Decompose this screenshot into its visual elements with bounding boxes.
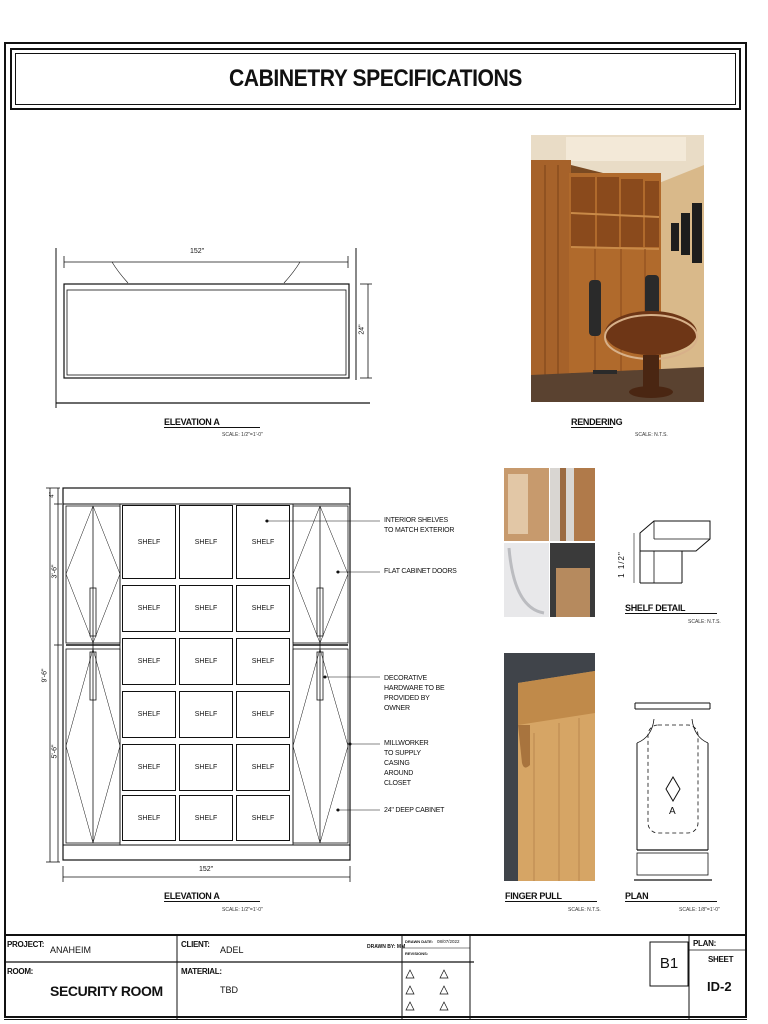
shelf-label: SHELF <box>251 605 275 612</box>
room-label: ROOM: <box>7 967 34 976</box>
shelf-cell <box>236 744 290 791</box>
shelf-cell <box>179 744 233 791</box>
plan-block-label: PLAN: <box>693 939 716 948</box>
dim-lower: 5'-6" <box>51 744 59 759</box>
note-decorative-hardware: DECORATIVE HARDWARE TO BE PROVIDED BY OWNER <box>384 675 445 712</box>
shelf-cell <box>236 795 290 841</box>
client-value: ADEL <box>220 945 244 955</box>
shelf-label: SHELF <box>194 711 218 718</box>
dim-top: 4" <box>49 492 56 498</box>
shelf-cell <box>122 691 176 738</box>
project-value: ANAHEIM <box>50 945 92 955</box>
drawn-date-value: 08/07/2022 <box>437 939 460 944</box>
project-label: PROJECT: <box>7 940 45 949</box>
shelf-label: SHELF <box>251 711 275 718</box>
finger-pull-scale: SCALE: N.T.S. <box>568 907 601 913</box>
plan-code: B1 <box>659 955 679 972</box>
elev-top-label: ELEVATION A <box>164 417 260 428</box>
shelf-cell <box>122 638 176 685</box>
drawn-by: DRAWN BY: MM <box>367 944 406 950</box>
title-block <box>4 934 747 1018</box>
shelf-label: SHELF <box>194 814 218 822</box>
shelf-cell <box>122 795 176 841</box>
shelf-detail-label: SHELF DETAIL <box>625 603 717 614</box>
material-value: TBD <box>220 985 238 995</box>
shelf-cell <box>179 691 233 738</box>
shelf-label: SHELF <box>251 814 275 822</box>
drawn-date-label: DRAWN DATE: <box>405 939 434 944</box>
shelf-detail-drawing <box>620 515 720 590</box>
revisions-label: REVISIONS: <box>405 951 429 956</box>
shelf-label: SHELF <box>137 764 161 771</box>
shelf-label: SHELF <box>137 538 161 546</box>
elev-top-scale: SCALE: 1/2"=1'-0" <box>222 432 263 438</box>
shelf-label: SHELF <box>137 814 161 822</box>
shelf-label: SHELF <box>137 658 161 665</box>
finger-pull-image <box>504 653 595 881</box>
elev-top-width-dim: 152" <box>190 248 205 255</box>
room-value: SECURITY ROOM <box>50 983 163 999</box>
shelf-label: SHELF <box>251 658 275 665</box>
plan-tag: A <box>669 806 676 817</box>
shelf-detail-dim: 1 1/2" <box>616 551 626 578</box>
sheet-label: SHEET <box>708 955 734 964</box>
shelf-cell <box>179 795 233 841</box>
shelf-cell <box>236 585 290 632</box>
shelf-cell <box>122 744 176 791</box>
shelf-label: SHELF <box>194 764 218 771</box>
material-label: MATERIAL: <box>181 967 222 976</box>
elev-main-label: ELEVATION A <box>164 891 260 902</box>
note-deep-cabinet: 24" DEEP CABINET <box>384 807 445 814</box>
shelf-label: SHELF <box>137 711 161 718</box>
sheet-number: ID-2 <box>707 979 732 994</box>
plan-scale: SCALE: 1/8"=1'-0" <box>679 907 720 913</box>
shelf-cell <box>179 585 233 632</box>
plan-label: PLAN <box>625 891 717 902</box>
shelf-cell <box>122 585 176 632</box>
sheet-title: CABINETRY SPECIFICATIONS <box>229 65 522 92</box>
elev-main-width-dim: 152" <box>199 866 214 873</box>
rendering-scale: SCALE: N.T.S. <box>635 432 668 438</box>
shelf-label: SHELF <box>251 538 275 546</box>
shelf-grid <box>121 505 292 845</box>
shelf-label: SHELF <box>194 605 218 612</box>
shelf-label: SHELF <box>137 605 161 612</box>
elev-main-scale: SCALE: 1/2"=1'-0" <box>222 907 263 913</box>
finger-pull-label: FINGER PULL <box>505 891 597 902</box>
shelf-cell <box>122 505 176 579</box>
shelf-detail-scale: SCALE: N.T.S. <box>688 619 721 625</box>
shelf-cell <box>236 691 290 738</box>
note-millworker: MILLWORKER TO SUPPLY CASING AROUND CLOSET <box>384 740 429 787</box>
shelf-cell <box>179 638 233 685</box>
dim-total: 9'-6" <box>41 668 49 683</box>
shelf-cell <box>179 505 233 579</box>
shelf-label: SHELF <box>194 538 218 546</box>
dim-upper: 3'-6" <box>51 564 59 579</box>
rendering-label: RENDERING <box>571 417 623 427</box>
elev-top-height-dim: 24" <box>358 324 366 335</box>
shelf-cell <box>236 638 290 685</box>
plan-drawing <box>620 695 720 885</box>
note-interior-shelves: INTERIOR SHELVES TO MATCH EXTERIOR <box>384 517 455 534</box>
note-flat-doors: FLAT CABINET DOORS <box>384 568 457 575</box>
shelf-cell <box>236 505 290 579</box>
client-label: CLIENT: <box>181 940 210 949</box>
material-collage <box>504 468 595 617</box>
shelf-label: SHELF <box>251 764 275 771</box>
shelf-label: SHELF <box>194 658 218 665</box>
